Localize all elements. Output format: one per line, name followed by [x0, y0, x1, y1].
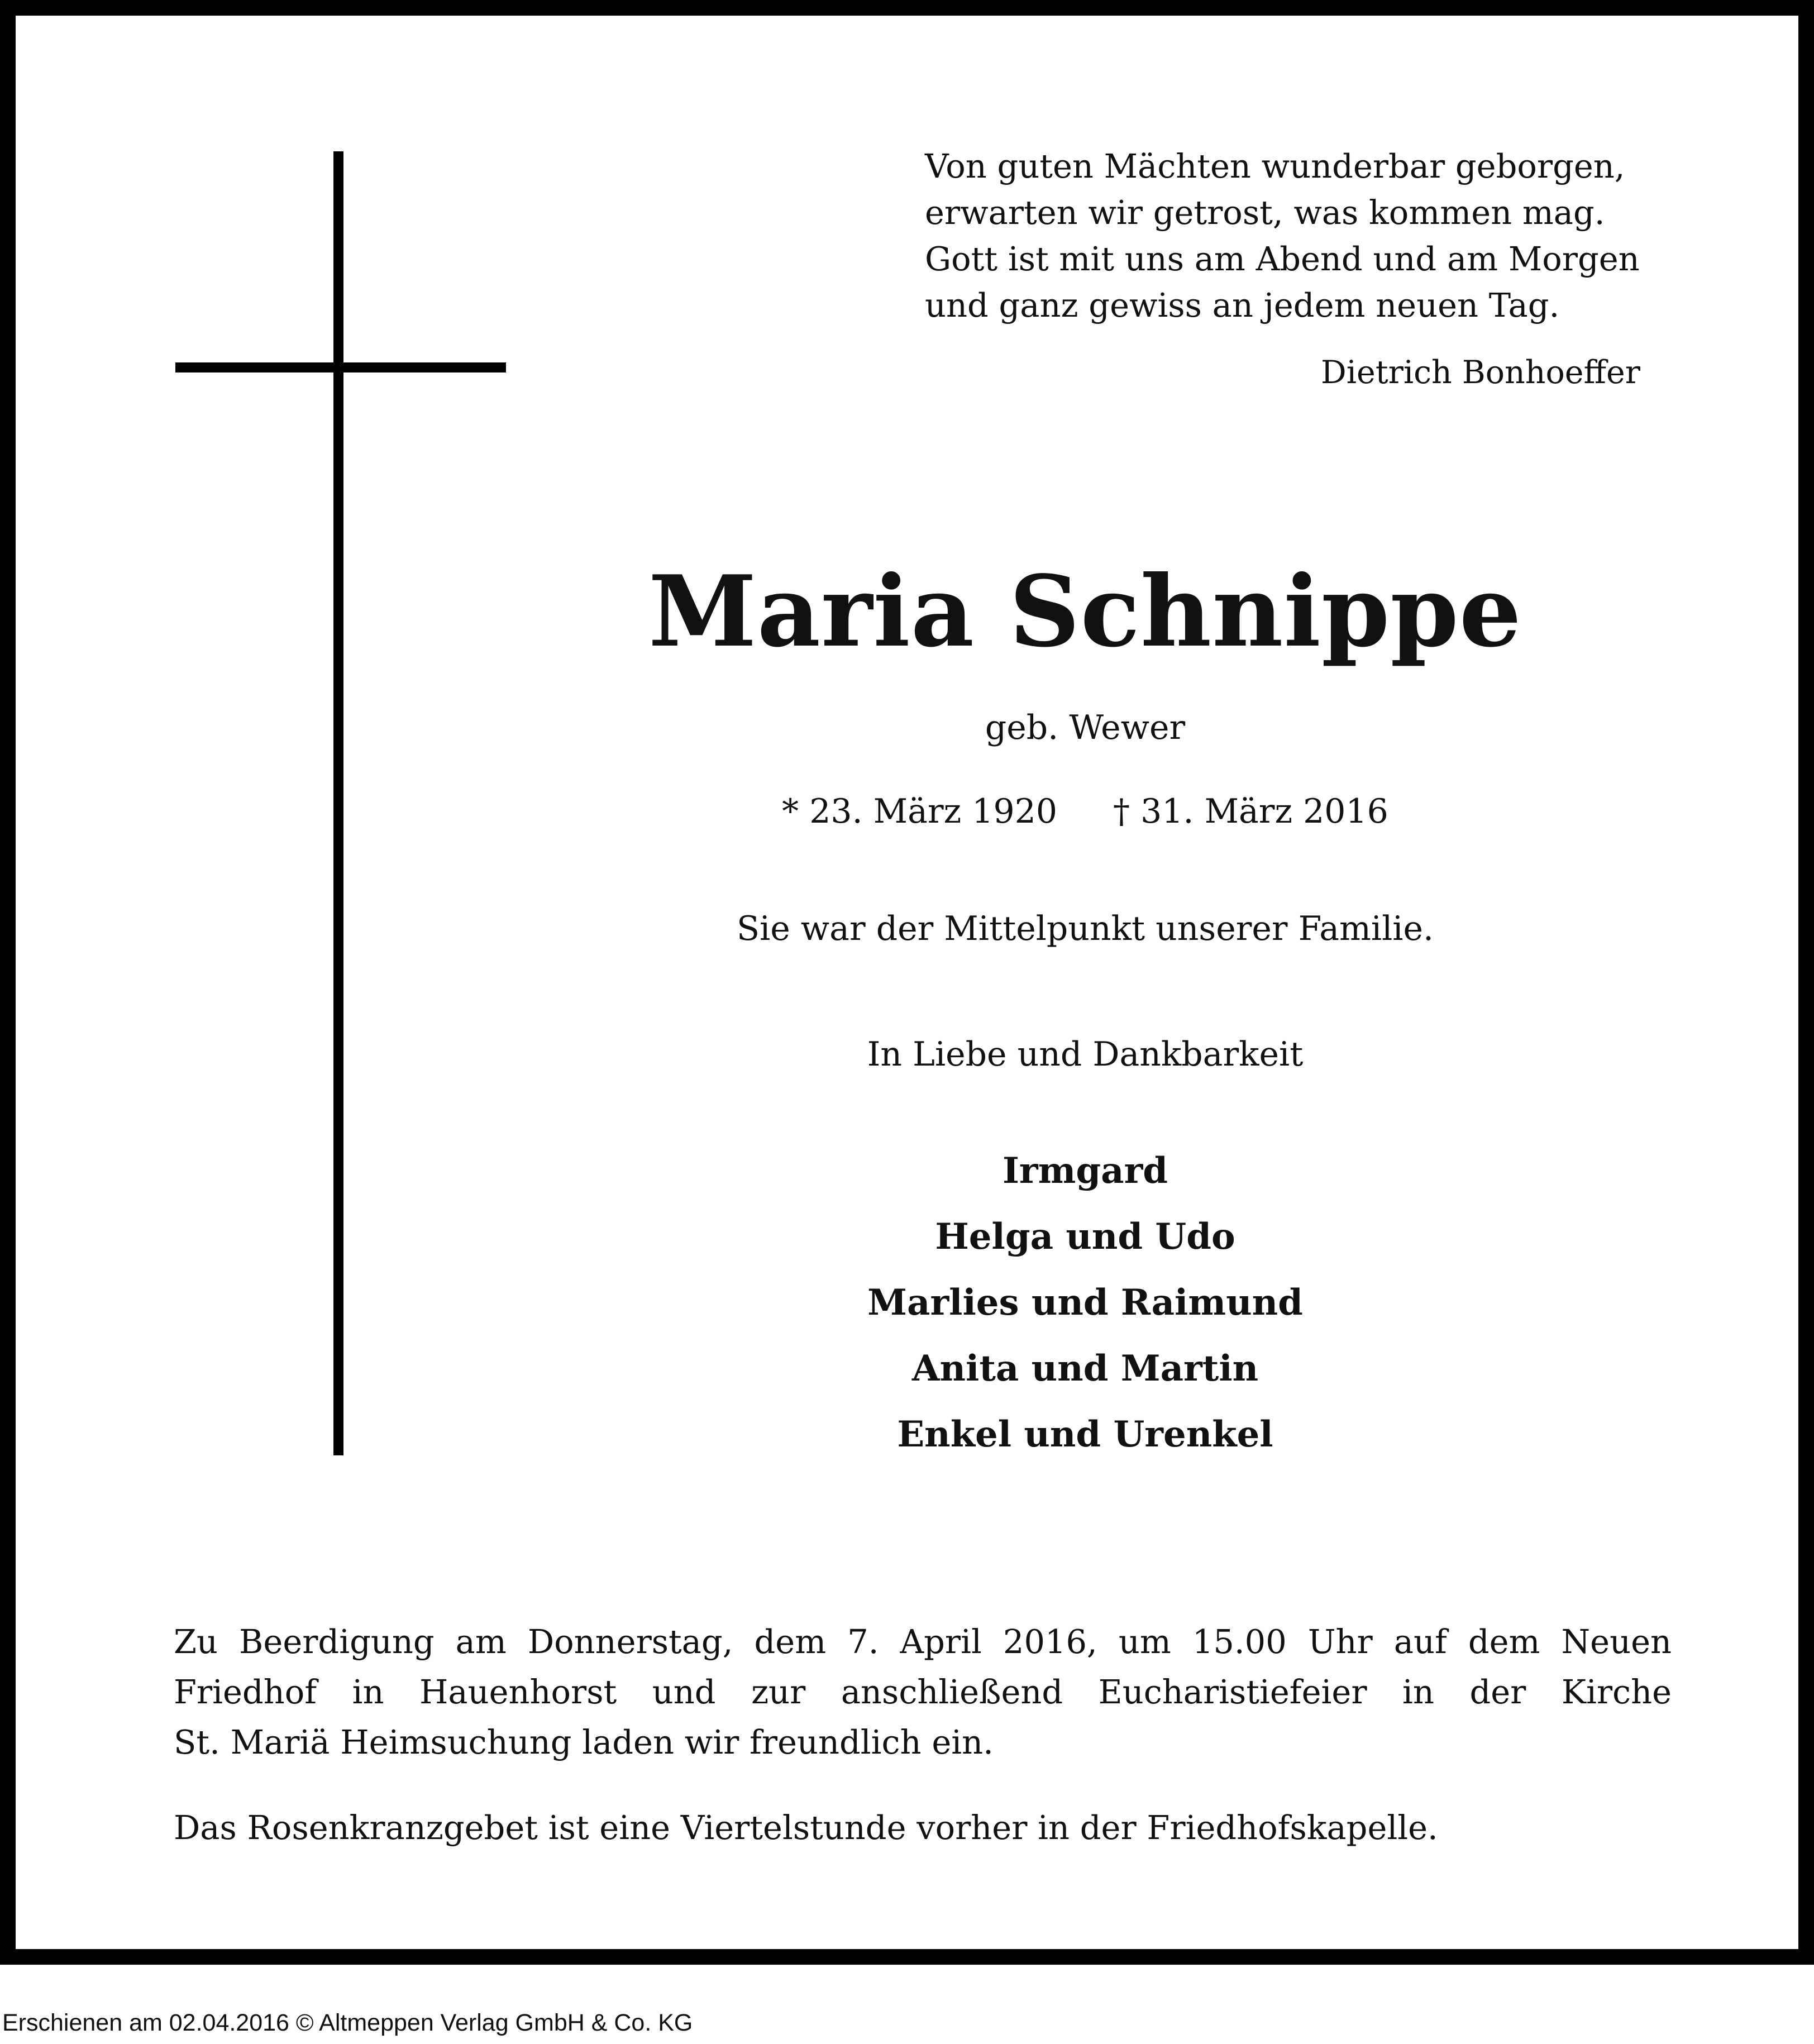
- maiden-name: geb. Wewer: [985, 708, 1186, 747]
- publication-footer: Erschienen am 02.04.2016 © Altmeppen Verlag GmbH & Co. KG: [2, 2009, 693, 2036]
- mourner-name: Anita und Martin: [911, 1348, 1259, 1389]
- family-motto: Sie war der Mittelpunkt unserer Familie.: [736, 909, 1434, 948]
- poem-author: Dietrich Bonhoeffer: [1321, 354, 1640, 391]
- poem-line: erwarten wir getrost, was kommen mag.: [925, 193, 1605, 232]
- life-dates: [574, 789, 1596, 834]
- cross-vertical-bar: [333, 151, 343, 1455]
- mourner-name: Enkel und Urenkel: [897, 1413, 1273, 1455]
- funeral-notice-line: St. Mariä Heimsuchung laden wir freundlich ein.: [174, 1723, 994, 1761]
- mourner-name: Helga und Udo: [935, 1216, 1235, 1258]
- deceased-name: Maria Schnippe: [648, 555, 1522, 669]
- funeral-notice-line: Zu Beerdigung am Donnerstag, dem 7. April 2016, um 15.00 Uhr auf dem Neuen: [174, 1622, 1672, 1661]
- poem-line: und ganz gewiss an jedem neuen Tag.: [925, 286, 1560, 324]
- mourner-name: Irmgard: [1002, 1150, 1168, 1192]
- birth-date: * 23. März 1920: [782, 792, 1057, 831]
- rosary-notice: Das Rosenkranzgebet ist eine Viertelstunde vorher in der Friedhofskapelle.: [174, 1808, 1438, 1847]
- funeral-notice-line: Friedhof in Hauenhorst und zur anschließend Eucharistiefeier in der Kirche: [174, 1673, 1672, 1711]
- funeral-notice: [174, 1617, 1672, 1768]
- poem-line: Von guten Mächten wunderbar geborgen,: [925, 147, 1625, 185]
- mourner-name: Marlies und Raimund: [867, 1282, 1303, 1324]
- gratitude-line: In Liebe und Dankbarkeit: [867, 1035, 1304, 1074]
- cross-horizontal-bar: [175, 362, 506, 372]
- poem-line: Gott ist mit uns am Abend und am Morgen: [925, 240, 1640, 278]
- mourners-list: [574, 1138, 1596, 1468]
- death-date: † 31. März 2016: [1113, 792, 1388, 831]
- poem-quote: [925, 143, 1763, 328]
